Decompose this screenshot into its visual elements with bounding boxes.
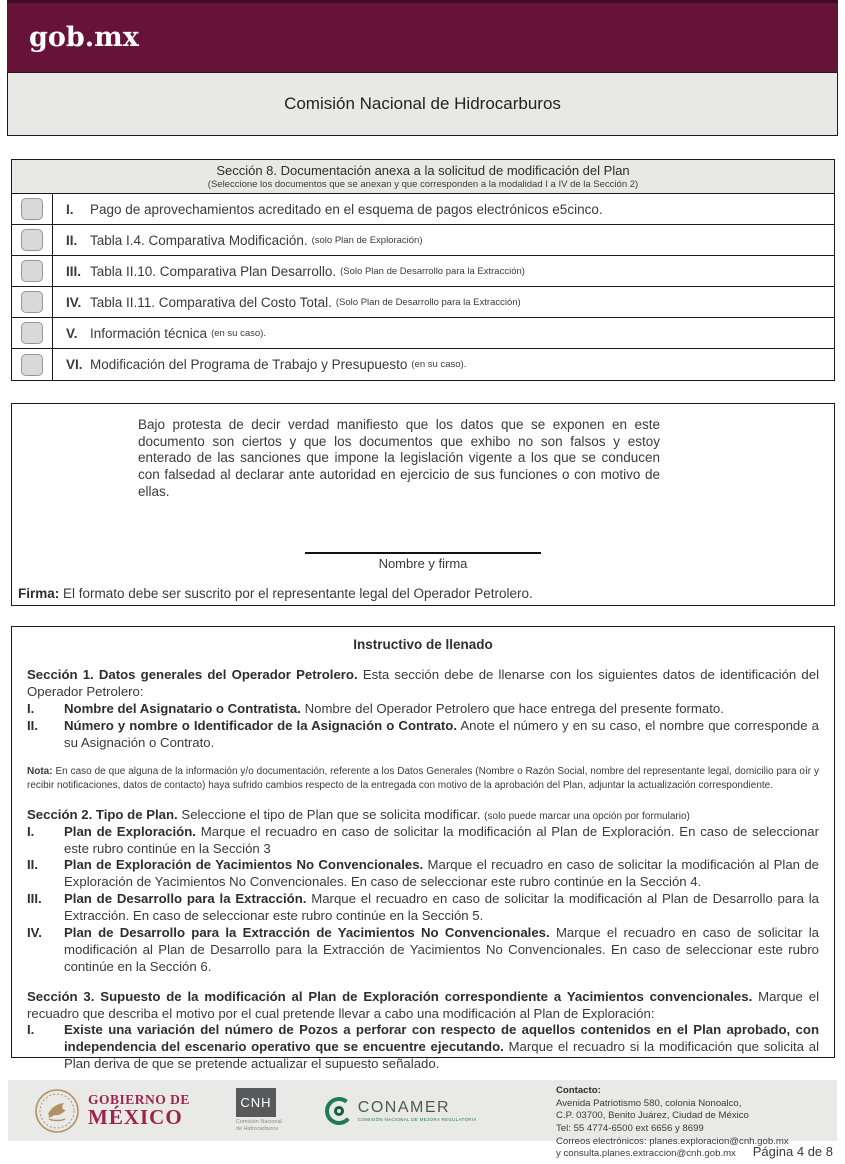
checkbox-cell — [12, 225, 53, 255]
signature-caption: Nombre y firma — [378, 556, 468, 571]
row-label: Tabla II.11. Comparativa del Costo Total. — [90, 294, 332, 310]
section2-heading — [27, 807, 819, 824]
table-row — [12, 287, 834, 318]
instruction-item — [27, 718, 819, 752]
cnh-logo-subtitle — [236, 1119, 282, 1133]
checkbox-cell — [12, 194, 53, 224]
section1-lead: Sección 1. Datos generales del Operador Petrolero. — [27, 667, 358, 683]
checkbox-cell — [12, 349, 53, 380]
contact-label: Contacto: — [556, 1085, 601, 1096]
instruction-item — [27, 701, 819, 718]
section8-subtitle: (Seleccione los documentos que se anexan y que corresponden a la modalidad I a IV de la Sección 2) — [207, 179, 639, 190]
item-text — [64, 925, 819, 976]
gobmx-header-bar — [7, 0, 838, 72]
section3-body: Marque el recuadro que describa el motivo por el cual pretende llevar a cabo una modificación al Plan de Exploración: — [27, 988, 819, 1021]
item-numeral: I. — [27, 823, 35, 839]
gobierno-line2: MÉXICO — [88, 1104, 183, 1129]
conamer-subtitle: COMISIÓN NACIONAL DE MEJORA REGULATORIA — [357, 1116, 477, 1122]
gobierno-line1: GOBIERNO DE — [88, 1092, 190, 1108]
section1-heading — [27, 667, 819, 701]
table-row — [12, 194, 834, 225]
checkbox-cell — [12, 287, 53, 317]
firma-label: Firma: — [18, 586, 60, 601]
checkbox-cell — [12, 318, 53, 348]
row-note: (en su caso). — [211, 327, 266, 339]
nota-lead: Nota: — [27, 765, 53, 777]
row-numeral: I. — [66, 201, 74, 217]
item-text — [64, 824, 819, 858]
item-body-text: Anote el número y en su caso, el nombre que corresponde a su Asignación o Contrato. — [64, 717, 819, 750]
contact-email-line1: Correos electrónicos: planes.exploracion@cnh.gob.mx — [556, 1135, 789, 1147]
checkbox-item-1[interactable] — [21, 198, 43, 220]
checkbox-item-4[interactable] — [21, 291, 43, 313]
instructions-title: Instructivo de llenado — [353, 637, 493, 652]
institution-bar — [7, 72, 838, 136]
item-lead: Plan de Exploración. — [64, 823, 196, 839]
table-row — [12, 318, 834, 349]
cnh-sub-line2: de Hidrocarburos — [235, 1126, 279, 1132]
item-numeral: I. — [27, 701, 35, 717]
item-numeral: III. — [27, 891, 42, 907]
contact-block — [556, 1085, 841, 1161]
checkbox-item-5[interactable] — [21, 322, 43, 344]
gobmx-logo: gob.mx — [29, 22, 139, 53]
checkbox-item-2[interactable] — [21, 229, 43, 251]
item-body-text: Marque el recuadro si la modificación que solicita al Plan deriva de que se pretende actualizar el supuesto señalado. — [64, 1039, 819, 1072]
row-numeral: VI. — [66, 357, 83, 372]
item-lead: Nombre del Asignatario o Contratista. — [64, 701, 301, 717]
table-row — [12, 256, 834, 287]
cnh-logo — [236, 1088, 282, 1133]
row-text — [53, 256, 834, 286]
row-label: Información técnica — [90, 325, 208, 341]
instruction-item — [27, 824, 819, 858]
checkbox-cell — [12, 256, 53, 286]
signature-line[interactable] — [305, 552, 541, 554]
declaration-box — [11, 403, 835, 606]
row-numeral: III. — [66, 263, 82, 279]
item-body-text: Marque el recuadro en caso de solicitar la modificación al Plan de Exploración de Yacimientos No Convencionales. En caso de seleccionar este rubro continúe en la Sección 4. — [64, 857, 819, 890]
table-row — [12, 225, 834, 256]
section2-small-note: (solo puede marcar una opción por formulario) — [484, 810, 690, 822]
cnh-logo-box: CNH — [236, 1088, 276, 1117]
conamer-icon — [324, 1096, 354, 1126]
item-body-text: Marque el recuadro en caso de solicitar la modificación al Plan de Exploración. En caso de seleccionar este rubro continúe en la Sección 3 — [64, 823, 819, 856]
checkbox-item-3[interactable] — [21, 260, 43, 282]
row-text — [53, 349, 834, 380]
conamer-name: CONAMER — [357, 1098, 451, 1116]
row-note: (Solo Plan de Desarrollo para la Extracción) — [335, 296, 521, 308]
item-numeral: I. — [27, 1022, 35, 1038]
item-text — [64, 701, 819, 718]
row-text — [53, 287, 834, 317]
contact-email-line2: y consulta.planes.extraccion@cnh.gob.mx — [556, 1148, 736, 1160]
item-lead: Plan de Exploración de Yacimientos No Convencionales. — [64, 857, 424, 873]
conamer-logo — [324, 1096, 477, 1126]
nota-paragraph — [27, 765, 819, 794]
firma-text: El formato debe ser suscrito por el representante legal del Operador Petrolero. — [63, 586, 533, 601]
cnh-sub-line1: Comisión Nacional — [235, 1118, 282, 1125]
item-body-text: Nombre del Operador Petrolero que hace entrega del presente formato. — [304, 701, 724, 717]
section8-table — [11, 159, 835, 381]
checkbox-item-6[interactable] — [21, 354, 43, 376]
row-text — [53, 194, 834, 224]
row-label: Tabla I.4. Comparativa Modificación. — [90, 232, 308, 248]
row-text — [53, 225, 834, 255]
institution-title: Comisión Nacional de Hidrocarburos — [284, 94, 561, 113]
row-label: Modificación del Programa de Trabajo y Presupuesto — [90, 357, 408, 372]
row-label: Tabla II.10. Comparativa Plan Desarrollo. — [90, 263, 337, 279]
mexico-seal-icon — [34, 1088, 80, 1134]
page-indicator: Página 4 de 8 — [752, 1144, 833, 1159]
section8-title: Sección 8. Documentación anexa a la solicitud de modificación del Plan — [216, 163, 630, 178]
section2-lead: Sección 2. Tipo de Plan. — [27, 806, 178, 822]
item-text — [64, 1022, 819, 1073]
row-label: Pago de aprovechamientos acreditado en el esquema de pagos electrónicos e5cinco. — [90, 201, 603, 217]
item-text — [64, 891, 819, 925]
section8-header — [12, 160, 834, 194]
contact-address-line1: Avenida Patriotismo 580, colonia Nonoalco, — [556, 1097, 742, 1109]
item-numeral: IV. — [27, 924, 42, 940]
row-text — [53, 318, 834, 348]
item-text — [64, 857, 819, 891]
table-row — [12, 349, 834, 380]
instructions-box — [11, 626, 835, 1072]
declaration-text: Bajo protesta de decir verdad manifiesto que los datos que se exponen en este documento son ciertos y que los documentos que exhibo no son falsos y estoy enterado de las sanciones que impone la legislación vigente a los que se conducen con falsedad al declarar ante autoridad en ejercicio de sus funciones o con motivo de ellas. — [138, 417, 660, 499]
conamer-text — [358, 1100, 477, 1122]
instruction-item — [27, 891, 819, 925]
item-lead: Existe una variación del número de Pozos a perforar con respecto de aquellos contenidos en el Plan aprobado, con independencia del escenario operativo que se encuentre ejecutando. — [64, 1022, 819, 1055]
row-numeral: V. — [66, 325, 78, 341]
row-note: (Solo Plan de Desarrollo para la Extracción) — [340, 265, 525, 277]
contact-address-line2: C.P. 03700, Benito Juárez, Ciudad de México — [556, 1110, 749, 1122]
gobierno-de-mexico-logo — [34, 1088, 190, 1134]
row-note: (solo Plan de Exploración) — [311, 234, 423, 246]
instruction-item — [27, 1022, 819, 1073]
item-body-text: Marque el recuadro en caso de solicitar la modificación al Plan de Desarrollo para la Extracción. En caso de seleccionar este rubro continúe en la Sección 5. — [64, 891, 819, 924]
instruction-item — [27, 857, 819, 891]
row-numeral: II. — [66, 232, 78, 248]
section2-body: Seleccione el tipo de Plan que se solicita modificar. — [181, 806, 481, 822]
firma-note — [18, 586, 533, 601]
item-numeral: II. — [27, 857, 38, 873]
row-numeral: IV. — [66, 294, 82, 310]
instruction-item — [27, 925, 819, 976]
signature-area — [12, 552, 834, 571]
contact-phone: Tel: 55 4774-6500 ext 6656 y 8699 — [556, 1122, 704, 1134]
item-lead: Plan de Desarrollo para la Extracción. — [64, 891, 307, 907]
item-body-text: Marque el recuadro en caso de solicitar la modificación al Plan de Desarrollo para la Extracción de Yacimientos No Convencionales. En caso de seleccionar este rubro continúe en la Sección 6. — [64, 924, 819, 974]
section3-lead: Sección 3. Supuesto de la modificación al Plan de Exploración correspondiente a Yacimientos convencionales. — [27, 988, 753, 1004]
item-lead: Plan de Desarrollo para la Extracción de Yacimientos No Convencionales. — [64, 924, 550, 940]
row-note: (en su caso). — [411, 359, 467, 370]
item-numeral: II. — [27, 717, 38, 733]
item-lead: Número y nombre o Identificador de la Asignación o Contrato. — [64, 717, 458, 733]
item-text — [64, 718, 819, 752]
section3-heading — [27, 989, 819, 1023]
section1-body: Esta sección debe de llenarse con los siguientes datos de identificación del Operador Petrolero: — [27, 667, 819, 700]
gobierno-text — [88, 1093, 190, 1128]
nota-body: En caso de que alguna de la información y/o documentación, referente a los Datos Generales (Nombre o Razón Social, nombre del representante legal, domicilio para oír y recibir notificaciones, datos de contacto) haya sufrido cambios respecto de la entregada con motivo de la aprobación del Plan, adjuntar la actualización correspondiente. — [27, 765, 819, 792]
